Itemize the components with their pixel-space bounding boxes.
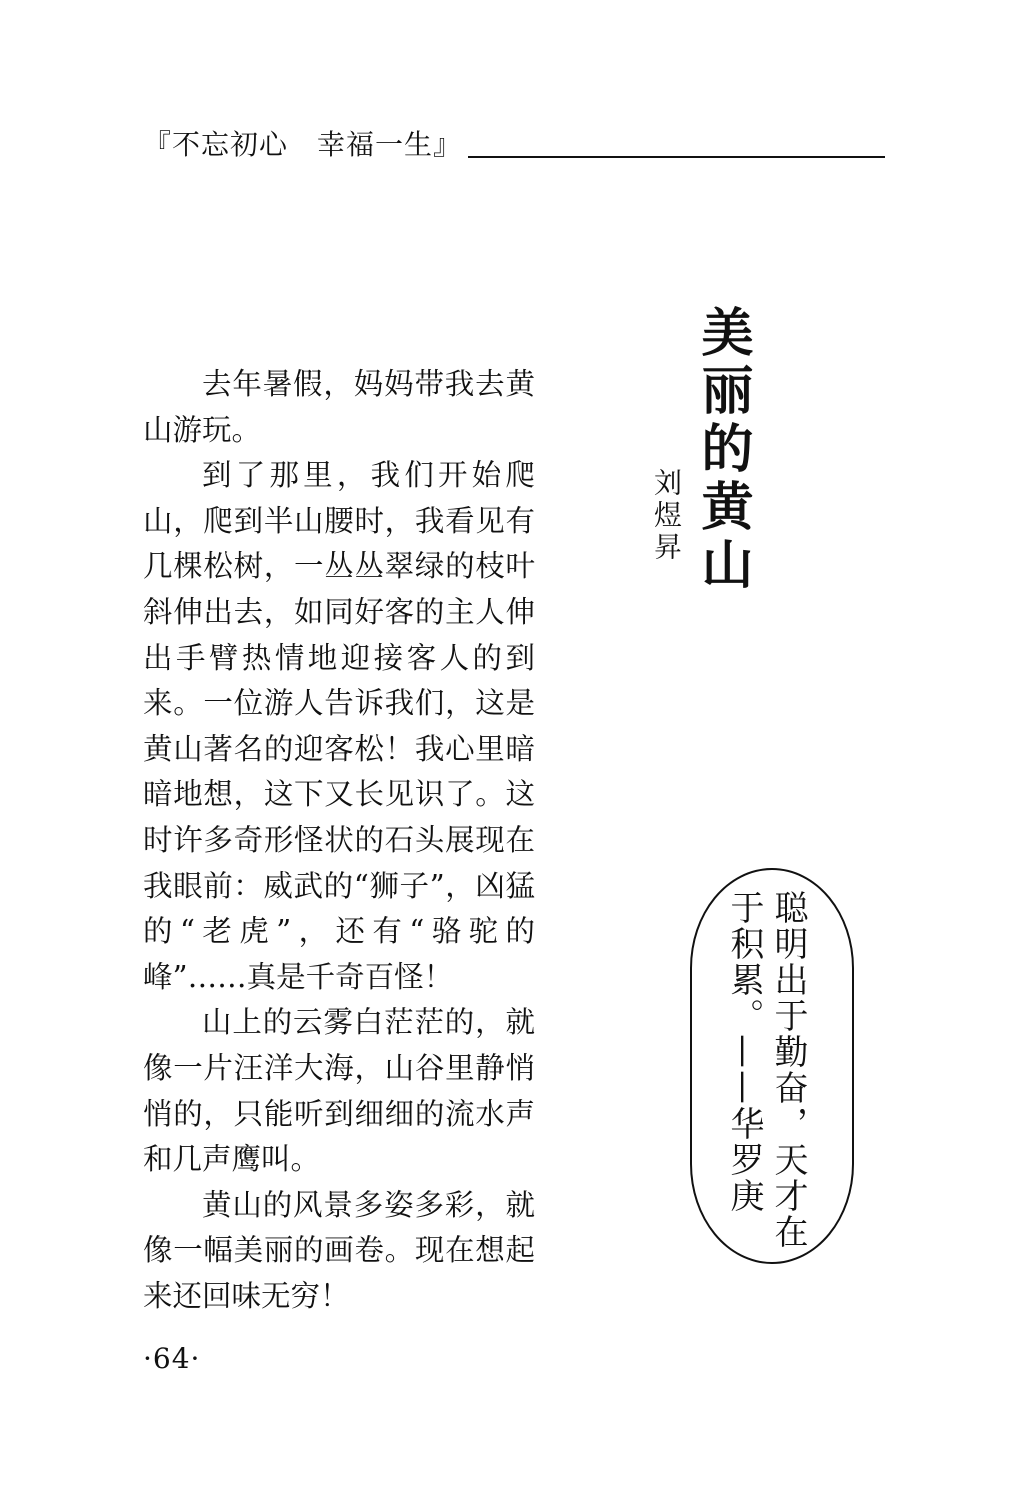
paragraph: 黄山的风景多姿多彩，就像一幅美丽的画卷。现在想起来还回味无穷！ — [143, 1187, 535, 1313]
running-header — [143, 128, 885, 160]
header-title: 『不忘初心 幸福一生』 — [143, 128, 463, 161]
article-author: 刘煜昇 — [650, 468, 683, 564]
page-number: ·64· — [143, 1342, 201, 1375]
article-body — [143, 362, 535, 1319]
paragraph: 山上的云雾白茫茫的，就像一片汪洋大海，山谷里静悄悄的，只能听到细细的流水声和几声鹰叫。 — [143, 1005, 535, 1177]
article-title: 美丽的黄山 — [692, 305, 753, 595]
paragraph: 到了那里，我们开始爬山，爬到半山腰时，我看见有几棵松树，一丛丛翠绿的枝叶斜伸出去，如同好客的主人伸出手臂热情地迎接客人的到来。一位游人告诉我们，这是黄山著名的迎客松！我心里暗暗地想，这下又长见识了。这时许多奇形怪状的石头展现在我眼前：威武的“狮子”，凶猛的“老虎”，还有“骆驼的峰”……真是千奇百怪！ — [143, 458, 535, 994]
paragraph: 去年暑假，妈妈带我去黄山游玩。 — [143, 367, 535, 447]
quote-text: 聪明出于勤奋，天才在 于积累。——华罗庚 — [724, 890, 808, 1250]
header-rule — [468, 156, 885, 158]
